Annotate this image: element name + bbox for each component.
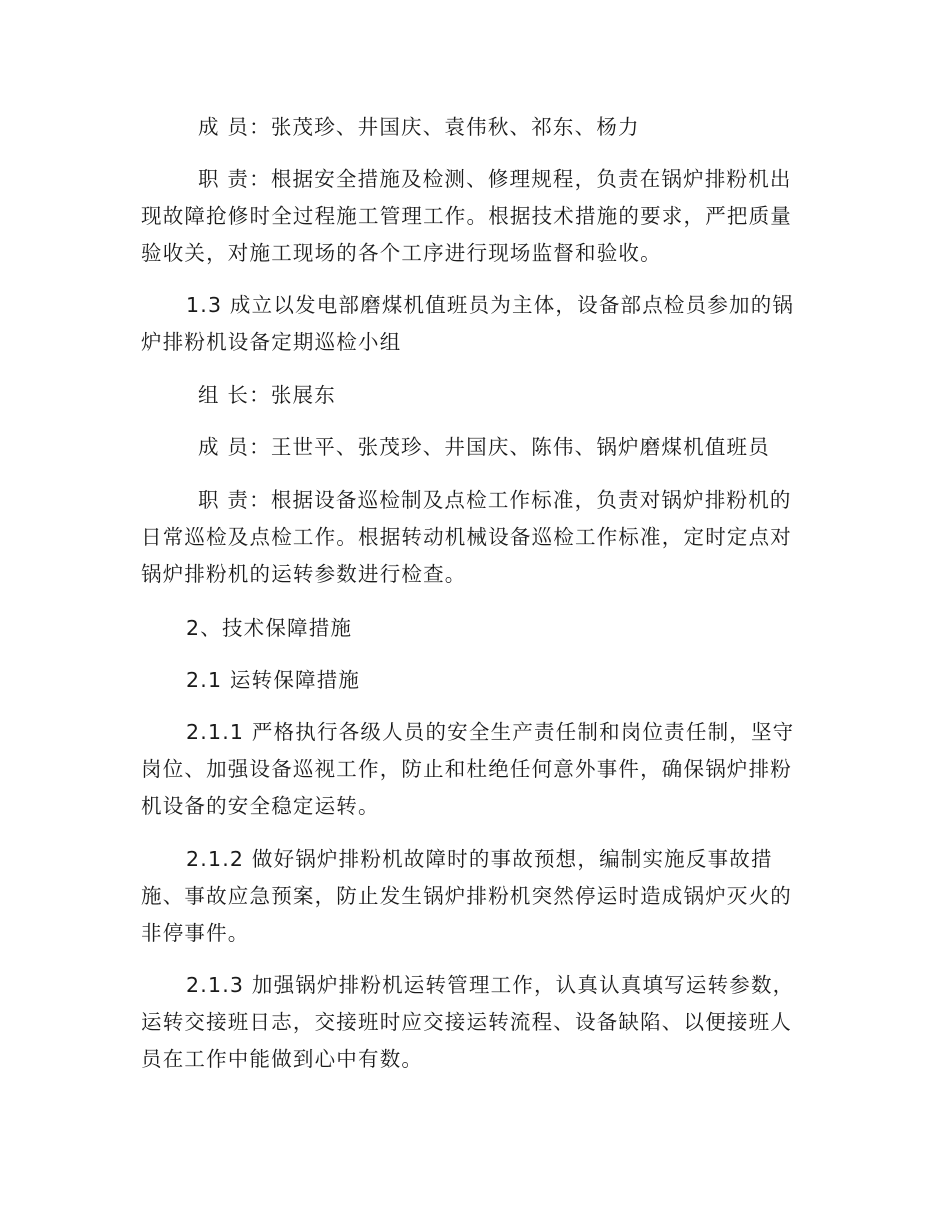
- body-paragraph-line: 运转交接班日志，交接班时应交接运转流程、设备缺陷、以便接班人: [141, 1010, 792, 1034]
- body-paragraph-line: 非停事件。: [141, 921, 250, 945]
- subsection-heading: 2.1 运转保障措施: [186, 668, 361, 692]
- section-heading: 2、技术保障措施: [186, 616, 353, 640]
- duty-line: 验收关，对施工现场的各个工序进行现场监督和验收。: [141, 241, 662, 265]
- body-paragraph-line: 2.1.2 做好锅炉排粉机故障时的事故预想，编制实施反事故措: [186, 847, 773, 871]
- body-paragraph-line: 施、事故应急预案，防止发生锅炉排粉机突然停运时造成锅炉灭火的: [141, 884, 792, 908]
- members-line: 成 员：王世平、张茂珍、井国庆、陈伟、锅炉磨煤机值班员: [198, 435, 770, 459]
- body-paragraph-line: 岗位、加强设备巡视工作，防止和杜绝任何意外事件，确保锅炉排粉: [141, 757, 792, 781]
- duty-line: 现故障抢修时全过程施工管理工作。根据技术措施的要求，严把质量: [141, 204, 792, 228]
- body-paragraph-line: 2.1.1 严格执行各级人员的安全生产责任制和岗位责任制，坚守: [186, 720, 795, 744]
- members-line: 成 员：张茂珍、井国庆、袁伟秋、祁东、杨力: [198, 115, 640, 139]
- section-heading-line: 炉排粉机设备定期巡检小组: [141, 330, 402, 354]
- duty-line: 职 责：根据设备巡检制及点检工作标准，负责对锅炉排粉机的: [198, 488, 792, 512]
- body-paragraph-line: 员在工作中能做到心中有数。: [141, 1047, 424, 1071]
- body-paragraph-line: 机设备的安全稳定运转。: [141, 794, 380, 818]
- body-paragraph-line: 2.1.3 加强锅炉排粉机运转管理工作，认真认真填写运转参数，: [186, 973, 795, 997]
- duty-line: 职 责：根据安全措施及检测、修理规程，负责在锅炉排粉机出: [198, 167, 792, 191]
- duty-line: 日常巡检及点检工作。根据转动机械设备巡检工作标准，定时定点对: [141, 525, 792, 549]
- section-heading-line: 1.3 成立以发电部磨煤机值班员为主体，设备部点检员参加的锅: [186, 293, 795, 317]
- leader-line: 组 长：张展东: [198, 383, 336, 407]
- duty-line: 锅炉排粉机的运转参数进行检查。: [141, 562, 467, 586]
